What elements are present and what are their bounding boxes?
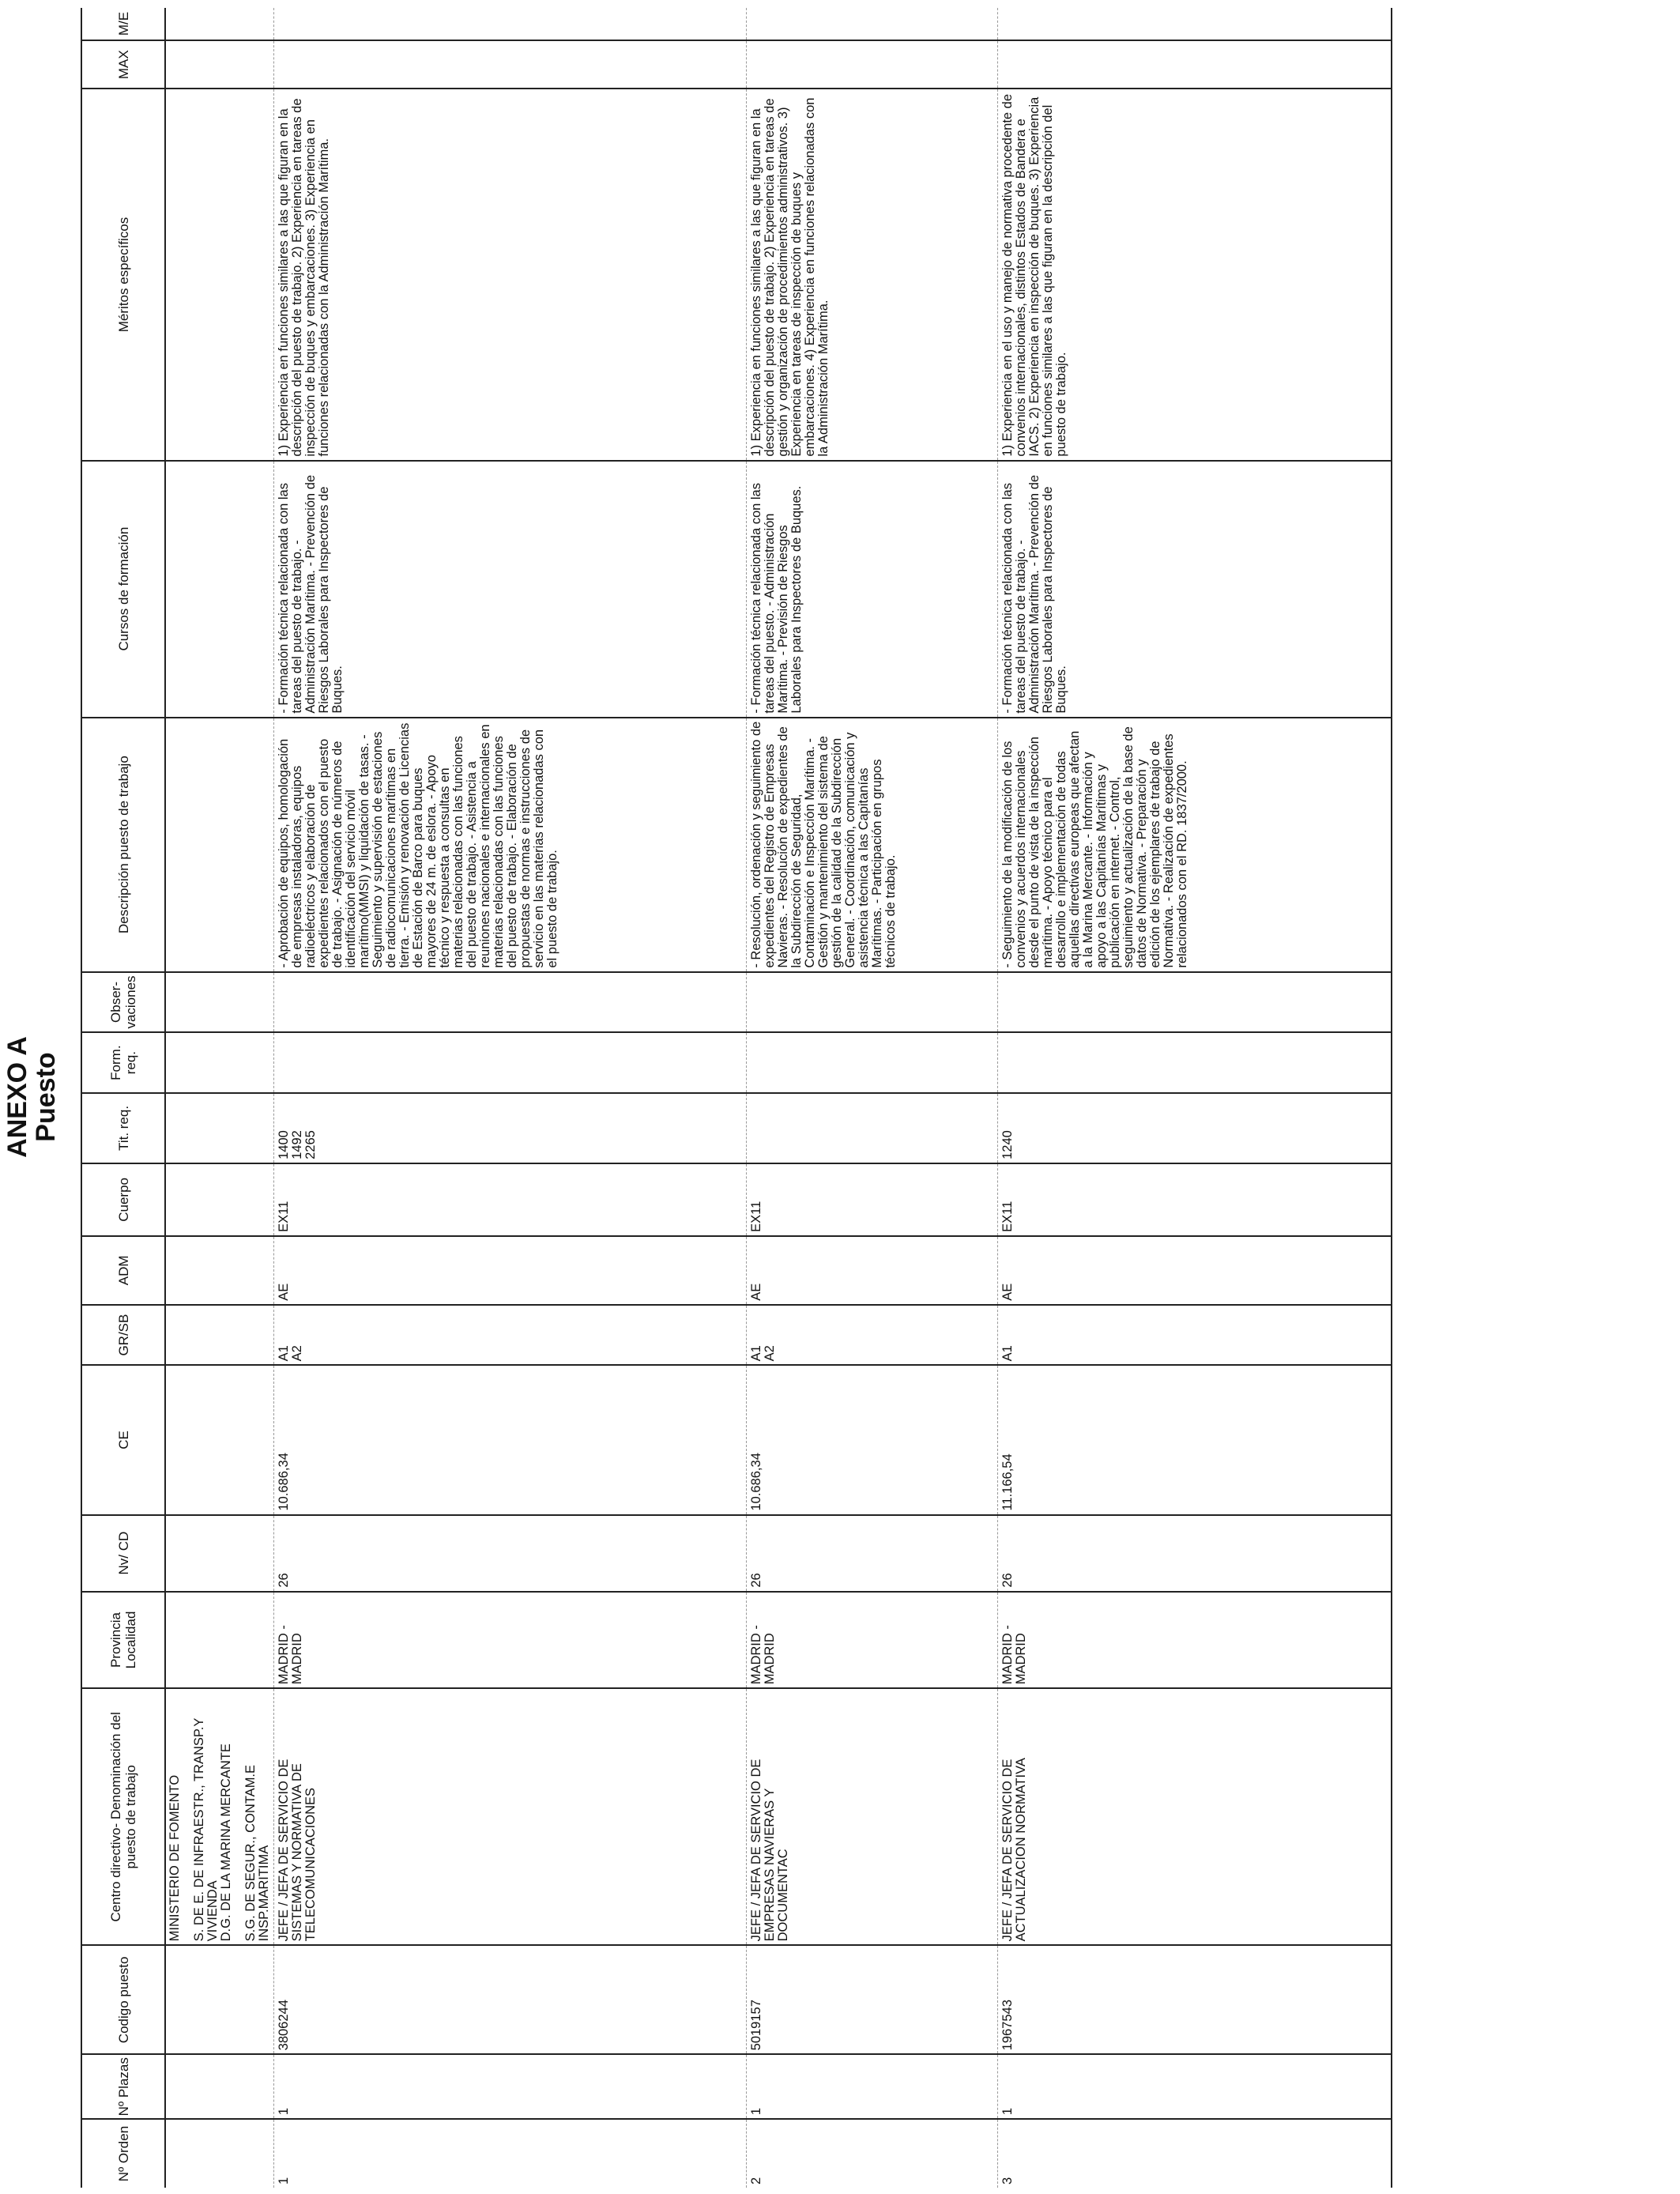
header-formacion: Form. req. [81,1032,165,1093]
me-cell [747,8,998,40]
codigo-cell: 3806244 [274,1945,747,2054]
max-cell [274,40,747,89]
plazas-cell: 1 [998,2054,1392,2119]
titulacion-value: 1400 [277,1130,291,1159]
ce-cell: 10.686,34 [747,1365,998,1514]
header-provincia: Provincia Localidad [81,1592,165,1689]
ce-cell: 11.166,54 [998,1365,1392,1514]
grupo-value: A1 [277,1345,291,1362]
titulacion-cell [274,1093,747,1163]
provincia-cell: MADRID - MADRID [747,1592,998,1689]
orden-cell: 3 [998,2119,1392,2188]
header-meritos: Méritos específicos [81,89,165,460]
plazas-cell: 1 [274,2054,747,2119]
cuerpo-cell: EX11 [747,1163,998,1236]
formacion-cell [747,1032,998,1093]
titulacion-value: 1492 [290,1130,304,1159]
header-titulacion: Tit. req. [81,1093,165,1163]
descripcion-cell: - Aprobación de equipos, homologación de empresas instaladoras, equipos radioeléctricos y elaboración de expedientes relacionados con el puesto de trabajo. - Asignación de números de identificación del servicio móvil marítimo(MMSI) y liquidación de tasas. - Seguimiento y supervisión de estaciones de radiocomunicaciones marítimas en tierra. - Emisión y renovación de Licencias de Estación de Barco para buques mayores de 24 m. de eslora. - Apoyo técnico y respuesta a consultas en materias relacionadas con las funciones del puesto de trabajo. - Asistencia a reuniones nacionales e internacionales en materias relacionadas con las funciones del puesto de trabajo. - Elaboración de propuestas de normas e instrucciones de servicio en las materias relacionadas con el puesto de trabajo. [274,718,747,972]
header-plazas: Nº Plazas [81,2054,165,2119]
codigo-cell: 1967543 [998,1945,1392,2054]
table-row [747,8,998,2188]
header-grupo: GR/SB [81,1305,165,1366]
grupo-value: A2 [290,1345,304,1362]
observaciones-cell [274,972,747,1033]
codigo-cell: 5019157 [747,1945,998,2054]
provincia-cell: MADRID - MADRID [998,1592,1392,1689]
plazas-cell: 1 [747,2054,998,2119]
nivel-cell: 26 [747,1515,998,1592]
document-title [3,0,60,2194]
subdireccion-label: S.G. DE SEGUR., CONTAM.E INSP.MARITIMA [243,1764,271,1942]
header-row [81,8,165,2188]
provincia-cell: MADRID - MADRID [274,1592,747,1689]
header-ce: CE [81,1365,165,1514]
annex-title: ANEXO A [2,1036,32,1158]
titulacion-value: 2265 [303,1130,318,1159]
formacion-cell [998,1032,1392,1093]
adm-cell: AE [998,1236,1392,1305]
denominacion-cell: JEFE / JEFA DE SERVICIO DE EMPRESAS NAVIERAS Y DOCUMENTAC [747,1688,998,1945]
me-cell [998,8,1392,40]
descripcion-cell: - Resolución, ordenación y seguimiento de expedientes del Registro de Empresas Navieras. - Resolución de expedientes de la Subdirección de Seguridad, Contaminación e Inspección Marítima. - Gestión y mantenimiento del sistema de gestión de la calidad de la Subdirección General. - Coordinación, comunicación y asistencia técnica a las Capitanías Marítimas. - Participación en grupos técnicos de trabajo. [747,718,998,972]
table-row [274,8,747,2188]
orden-cell: 1 [274,2119,747,2188]
cursos-cell: - Formación técnica relacionada con las tareas del puesto de trabajo. - Administración Marítima. - Prevención de Riesgos Laborales para Inspectores de Buques. [998,461,1392,718]
meritos-cell: 1) Experiencia en funciones similares a las que figuran en la descripción del puesto de trabajo. 2) Experiencia en tareas de gestión y organización de procedimientos administrativos. 3) Experiencia en tareas de inspección de buques y embarcaciones. 4) Experiencia en funciones relacionadas con la Administración Marítima. [747,89,998,460]
organization-cell [165,1688,274,1945]
grupo-value: A2 [763,1345,777,1362]
header-observaciones: Obser- vaciones [81,972,165,1033]
adm-cell: AE [747,1236,998,1305]
grupo-value: A1 [749,1345,763,1362]
header-me: M/E [81,8,165,40]
cursos-cell: - Formación técnica relacionada con las tareas del puesto. - Administración Marítima. - Previsión de Riesgos Laborales para Inspectores de Buques. [747,461,998,718]
grupo-value: A1 [1000,1345,1015,1362]
cuerpo-cell: EX11 [274,1163,747,1236]
header-nivel: Nv/ CD [81,1515,165,1592]
observaciones-cell [747,972,998,1033]
denominacion-cell: JEFE / JEFA DE SERVICIO DE ACTUALIZACION NORMATIVA [998,1688,1392,1945]
secretaria-label: S. DE E. DE INFRAESTR., TRANSP.Y VIVIENDA [192,1717,220,1942]
titulacion-cell [998,1093,1392,1163]
titulacion-value: 1240 [1000,1130,1015,1159]
nivel-cell: 26 [274,1515,747,1592]
orden-cell: 2 [747,2119,998,2188]
positions-table [81,8,1392,2188]
formacion-cell [274,1032,747,1093]
header-centro: Centro directivo- Denominación del puesto de trabajo [81,1688,165,1945]
grupo-cell [747,1305,998,1366]
header-codigo: Codigo puesto [81,1945,165,2054]
header-cursos: Cursos de formación [81,461,165,718]
observaciones-cell [998,972,1392,1033]
grupo-cell [998,1305,1392,1366]
ministerio-label: MINISTERIO DE FOMENTO [168,1774,182,1942]
organization-row [165,8,274,2188]
header-descripcion: Descripción puesto de trabajo [81,718,165,972]
direccion-label: D.G. DE LA MARINA MERCANTE [219,1744,233,1942]
header-cuerpo: Cuerpo [81,1163,165,1236]
nivel-cell: 26 [998,1515,1392,1592]
annex-subtitle: Puesto [31,1052,61,1142]
meritos-cell: 1) Experiencia en el uso y manejo de normativa procedente de convenios internacionales, distintos Estados de Bandera e IACS. 2) Experiencia en inspección de buques. 3) Experiencia en funciones similares a las que figuran en la descripción del puesto de trabajo. [998,89,1392,460]
meritos-cell: 1) Experiencia en funciones similares a las que figuran en la descripción del puesto de trabajo. 2) Experiencia en tareas de inspección de buques y embarcaciones. 3) Experiencia en funciones relacionadas con la Administración Marítima. [274,89,747,460]
adm-cell: AE [274,1236,747,1305]
max-cell [747,40,998,89]
header-max: MAX [81,40,165,89]
descripcion-cell: - Seguimiento de la modificación de los convenios y acuerdos internacionales desde el punto de vista de la inspección marítima. - Apoyo técnico para el desarrollo e implementación de todas aquellas directivas europeas que afectan a la Marina Mercante. - Información y apoyo a las Capitanías Marítimas y publicación en internet. - Control, seguimiento y actualización de la base de datos de Normativa. - Preparación y edición de los ejemplares de trabajo de Normativa. - Realización de expedientes relacionados con el RD. 1837/2000. [998,718,1392,972]
denominacion-cell: JEFE / JEFA DE SERVICIO DE SISTEMAS Y NORMATIVA DE TELECOMUNICACIONES [274,1688,747,1945]
cursos-cell: - Formación técnica relacionada con las tareas del puesto de trabajo. - Administración Marítima. - Prevención de Riesgos Laborales para Inspectores de Buques. [274,461,747,718]
cuerpo-cell: EX11 [998,1163,1392,1236]
table-row [998,8,1392,2188]
header-adm: ADM [81,1236,165,1305]
me-cell [274,8,747,40]
titulacion-cell [747,1093,998,1163]
max-cell [998,40,1392,89]
ce-cell: 10.686,34 [274,1365,747,1514]
grupo-cell [274,1305,747,1366]
header-orden: Nº Orden [81,2119,165,2188]
